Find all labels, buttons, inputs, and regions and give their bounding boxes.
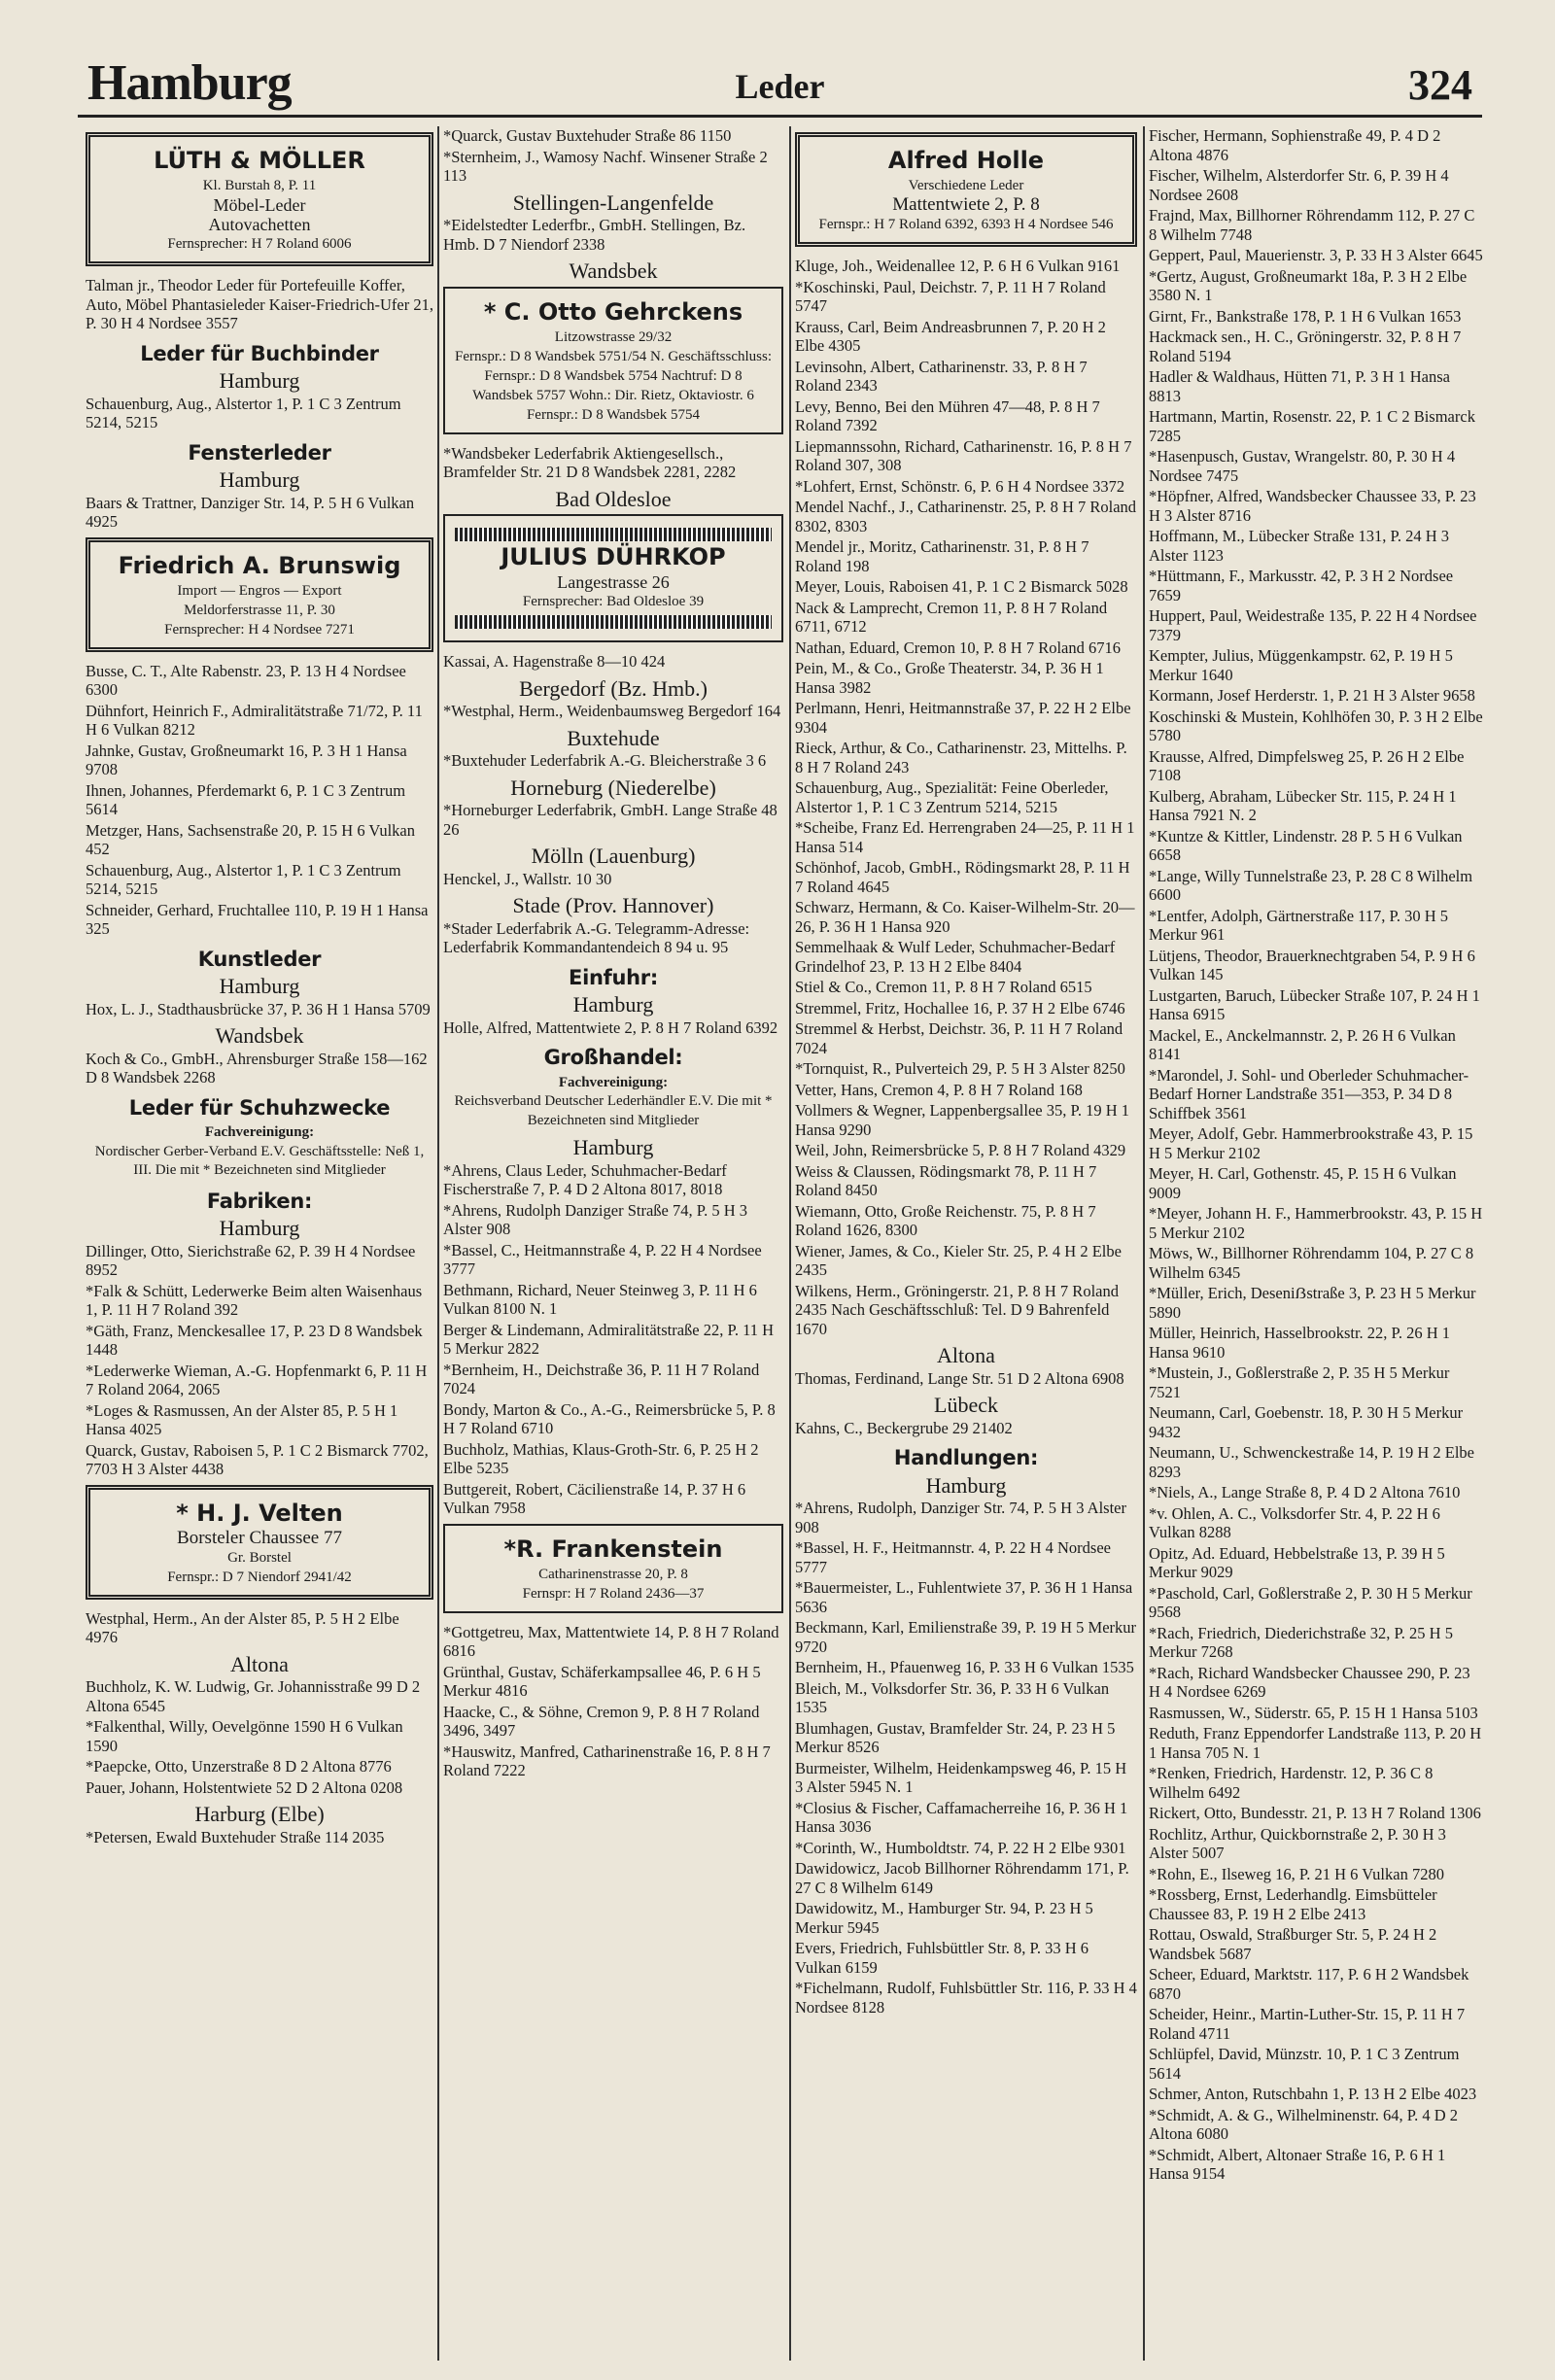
entry: *Ahrens, Rudolph Danziger Straße 74, P. 5 H 3 Alster 908	[443, 1200, 748, 1238]
ad-title: *R. Frankenstein	[503, 1535, 723, 1563]
entry: Meyer, H. Carl, Gothenstr. 45, P. 15 H 6 Vulkan 9009	[1149, 1164, 1457, 1202]
entry: Semmelhaak & Wulf Leder, Schuhmacher-Bedarf Grindelhof 23, P. 13 H 2 Elbe 8404	[795, 938, 1116, 976]
column-rule	[437, 126, 439, 2361]
entry: *Scheibe, Franz Ed. Herrengraben 24—25, P. 11 H 1 Hansa 514	[795, 818, 1135, 856]
ad-title: * C. Otto Gehrckens	[483, 297, 743, 326]
entry: Kluge, Joh., Weidenallee 12, P. 6 H 6 Vulkan 9161	[795, 257, 1121, 275]
entry: Meyer, Louis, Raboisen 41, P. 1 C 2 Bismarck 5028	[795, 577, 1128, 596]
entry: *Hauswitz, Manfred, Catharinenstraße 16, P. 8 H 7 Roland 7222	[443, 1742, 771, 1779]
entry: Stremmel & Herbst, Deichstr. 36, P. 11 H 7 Roland 7024	[795, 1019, 1123, 1057]
entry: *Quarck, Gustav Buxtehuder Straße 86 1150	[443, 126, 732, 145]
entry: *Westphal, Herm., Weidenbaumsweg Bergedorf 164	[443, 702, 781, 720]
ad-gehrckens	[443, 287, 783, 434]
entry: Weiss & Claussen, Rödingsmarkt 78, P. 11 H 7 Roland 8450	[795, 1161, 1097, 1199]
ad-title: Alfred Holle	[887, 147, 1045, 174]
entry: Haacke, C., & Söhne, Cremon 9, P. 8 H 7 Roland 3496, 3497	[443, 1702, 760, 1740]
fachvereinigung-label: Fachvereinigung:	[204, 1124, 315, 1140]
city-heading: Hamburg	[219, 1216, 300, 1240]
entry: Weil, John, Reimersbrücke 5, P. 8 H 7 Roland 4329	[795, 1141, 1126, 1159]
entry: Evers, Friedrich, Fuhlsbüttler Str. 8, P. 33 H 6 Vulkan 6159	[795, 1939, 1089, 1977]
entry: *Lohfert, Ernst, Schönstr. 6, P. 6 H 4 Nordsee 3372	[795, 476, 1125, 496]
entry: Schlüpfel, David, Münzstr. 10, P. 1 C 3 Zentrum 5614	[1149, 2045, 1460, 2083]
entry: Meyer, Adolf, Gebr. Hammerbrookstraße 43, P. 15 H 5 Merkur 2102	[1149, 1124, 1473, 1162]
ad-duhrkop	[443, 514, 783, 642]
entry: Dühnfort, Heinrich F., Admiralitätstraße 71/72, P. 11 H 6 Vulkan 8212	[86, 701, 423, 739]
entry: Scheider, Heinr., Martin-Luther-Str. 15, P. 11 H 7 Roland 4711	[1149, 2005, 1466, 2043]
entry: Huppert, Paul, Weidestraße 135, P. 22 H 4 Nordsee 7379	[1149, 606, 1477, 644]
city-heading: Altona	[937, 1343, 995, 1367]
entry: Bethmann, Richard, Neuer Steinweg 3, P. 11 H 6 Vulkan 8100 N. 1	[443, 1280, 757, 1318]
entry: Müller, Heinrich, Hasselbrookstr. 22, P. 26 H 1 Hansa 9610	[1149, 1324, 1451, 1362]
city-heading: Hamburg	[219, 368, 300, 393]
city-heading: Harburg (Elbe)	[194, 1802, 325, 1826]
entry: *Rach, Richard Wandsbecker Chaussee 290, P. 23 H 4 Nordsee 6269	[1149, 1663, 1470, 1701]
entry: Koch & Co., GmbH., Ahrensburger Straße 158—162 D 8 Wandsbek 2268	[86, 1049, 428, 1087]
header-section: Leder	[735, 67, 825, 106]
entry: Schönhof, Jacob, GmbH., Rödingsmarkt 28, P. 11 H 7 Roland 4645	[795, 858, 1130, 896]
entry: Vetter, Hans, Cremon 4, P. 8 H 7 Roland 168	[795, 1080, 1083, 1099]
entry: Schneider, Gerhard, Fruchtallee 110, P. 19 H 1 Hansa 325	[86, 900, 429, 938]
entry: Fischer, Hermann, Sophienstraße 49, P. 4 D 2 Altona 4876	[1149, 126, 1441, 164]
section-heading: Einfuhr:	[569, 965, 658, 989]
entry: Neumann, Carl, Goebenstr. 18, P. 30 H 5 Merkur 9432	[1149, 1403, 1464, 1441]
entry: Schmer, Anton, Rutschbahn 1, P. 13 H 2 Elbe 4023	[1149, 2085, 1477, 2103]
entry: *Mustein, J., Goßlerstraße 2, P. 35 H 5 Merkur 7521	[1149, 1363, 1450, 1401]
entry: *Schmidt, Albert, Altonaer Straße 16, P. 6 H 1 Hansa 9154	[1149, 2145, 1446, 2183]
entry: Dawidowitz, M., Hamburger Str. 94, P. 23 H 5 Merkur 5945	[795, 1899, 1093, 1937]
ad-line: Fernspr.: D 8 Wandsbek 5751/54 N. Geschäftsschluss: Fernspr.: D 8 Wandsbek 5754 Nachtruf: D 8 Wandsbek 5757 Wohn.: Dir. Rietz, Oktaviostr. 6 Fernspr.: D 8 Wandsbek 5754	[455, 348, 772, 423]
entry: *Ahrens, Claus Leder, Schuhmacher-Bedarf Fischerstraße 7, P. 4 D 2 Altona 8017, 8018	[443, 1160, 727, 1198]
ad-line: Meldorferstrasse 11, P. 30	[184, 602, 335, 618]
entry: Thomas, Ferdinand, Lange Str. 51 D 2 Altona 6908	[795, 1368, 1124, 1388]
entry: *Lederwerke Wieman, A.-G. Hopfenmarkt 6, P. 11 H 7 Roland 2064, 2065	[86, 1361, 428, 1398]
city-heading: Hamburg	[219, 467, 300, 492]
ad-line: Borsteler Chaussee 77	[177, 1527, 342, 1548]
entry: Kempter, Julius, Müggenkampstr. 62, P. 19 H 5 Merkur 1640	[1149, 646, 1453, 684]
ad-brunswig	[86, 537, 433, 652]
entry: Dillinger, Otto, Sierichstraße 62, P. 39 H 4 Nordsee 8952	[86, 1241, 416, 1279]
city-heading: Bad Oldesloe	[555, 486, 672, 511]
entry: Pein, M., & Co., Große Theaterstr. 34, P. 36 H 1 Hansa 3982	[795, 659, 1104, 697]
city-heading: Wandsbek	[215, 1023, 304, 1048]
column-4	[1149, 126, 1484, 2370]
entry: Bondy, Marton & Co., A.-G., Reimersbrücke 5, P. 8 H 7 Roland 6710	[443, 1399, 776, 1437]
section-heading: Handlungen:	[893, 1446, 1039, 1469]
entry: *Buxtehuder Lederfabrik A.-G. Bleicherstraße 3 6	[443, 751, 767, 770]
city-heading: Hamburg	[925, 1472, 1007, 1498]
ad-border-pattern	[455, 528, 772, 541]
entry: Hackmack sen., H. C., Gröningerstr. 32, P. 8 H 7 Roland 5194	[1149, 328, 1462, 365]
ad-line: Mattentwiete 2, P. 8	[892, 194, 1040, 215]
fachvereinigung-label: Fachvereinigung:	[558, 1074, 669, 1090]
entry: *Renken, Friedrich, Hardenstr. 12, P. 36 C 8 Wilhelm 6492	[1149, 1764, 1434, 1802]
entry: *Closius & Fischer, Caffamacherreihe 16, P. 36 H 1 Hansa 3036	[795, 1798, 1128, 1836]
entry: Krausse, Alfred, Dimpfelsweg 25, P. 26 H 2 Elbe 7108	[1149, 746, 1465, 784]
entry: Rottau, Oswald, Straßburger Str. 5, P. 24 H 2 Wandsbek 5687	[1149, 1925, 1437, 1963]
entry: *Gäth, Franz, Menckesallee 17, P. 23 D 8 Wandsbek 1448	[86, 1321, 423, 1359]
entry: Grünthal, Gustav, Schäferkampsallee 46, P. 6 H 5 Merkur 4816	[443, 1662, 761, 1700]
entry: Wiener, James, & Co., Kieler Str. 25, P. 4 H 2 Elbe 2435	[795, 1241, 1122, 1279]
entry: Hartmann, Martin, Rosenstr. 22, P. 1 C 2 Bismarck 7285	[1149, 407, 1475, 445]
entry: *Bassel, H. F., Heitmannstr. 4, P. 22 H 4 Nordsee 5777	[795, 1538, 1111, 1576]
entry: Quarck, Gustav, Raboisen 5, P. 1 C 2 Bismarck 7702, 7703 H 3 Alster 4438	[86, 1440, 429, 1478]
entry: Opitz, Ad. Eduard, Hebbelstraße 13, P. 39 H 5 Merkur 9029	[1149, 1543, 1445, 1581]
entry: Lustgarten, Baruch, Lübecker Straße 107, P. 24 H 1 Hansa 6915	[1149, 985, 1480, 1023]
entry: Fischer, Wilhelm, Alsterdorfer Str. 6, P. 39 H 4 Nordsee 2608	[1149, 166, 1449, 204]
entry: Kormann, Josef Herderstr. 1, P. 21 H 3 Alster 9658	[1149, 686, 1475, 705]
entry: *Paepcke, Otto, Unzerstraße 8 D 2 Altona 8776	[86, 1757, 392, 1776]
entry: Nack & Lamprecht, Cremon 11, P. 8 H 7 Roland 6711, 6712	[795, 598, 1108, 636]
city-heading: Bergedorf (Bz. Hmb.)	[519, 675, 708, 701]
entry: Mackel, E., Anckelmannstr. 2, P. 26 H 6 Vulkan 8141	[1149, 1025, 1456, 1063]
entry: *Hasenpusch, Gustav, Wrangelstr. 80, P. 30 H 4 Nordsee 7475	[1149, 447, 1456, 485]
entry: Metzger, Hans, Sachsenstraße 20, P. 15 H 6 Vulkan 452	[86, 820, 415, 858]
city-heading: Buxtehude	[567, 725, 660, 750]
entry: Levinsohn, Albert, Catharinenstr. 33, P. 8 H 7 Roland 2343	[795, 357, 1088, 395]
ad-title: Friedrich A. Brunswig	[118, 551, 401, 579]
entry: Baars & Trattner, Danziger Str. 14, P. 5 H 6 Vulkan 4925	[86, 493, 415, 531]
entry: Westphal, Herm., An der Alster 85, P. 5 H 2 Elbe 4976	[86, 1608, 399, 1646]
entry: Rickert, Otto, Bundesstr. 21, P. 13 H 7 Roland 1306	[1149, 1804, 1481, 1822]
entry: *Falkenthal, Willy, Oevelgönne 1590 H 6 Vulkan 1590	[86, 1717, 403, 1755]
entry: Bleich, M., Volksdorfer Str. 36, P. 33 H 6 Vulkan 1535	[795, 1678, 1110, 1716]
entry: *Lentfer, Adolph, Gärtnerstraße 117, P. 30 H 5 Merkur 961	[1149, 906, 1449, 944]
header-city: Hamburg	[87, 55, 292, 111]
entry: Neumann, U., Schwenckestraße 14, P. 19 H 2 Elbe 8293	[1149, 1443, 1474, 1481]
entry: Rieck, Arthur, & Co., Catharinenstr. 23, Mittelhs. P. 8 H 7 Roland 243	[795, 739, 1127, 776]
entry: Buttgereit, Robert, Cäcilienstraße 14, P. 37 H 6 Vulkan 7958	[443, 1479, 746, 1517]
ad-luth-moeller	[86, 132, 433, 266]
entry: Kahns, C., Beckergrube 29 21402	[795, 1418, 1013, 1437]
entry: Kassai, A. Hagenstraße 8—10 424	[443, 652, 666, 671]
entry: Holle, Alfred, Mattentwiete 2, P. 8 H 7 Roland 6392	[443, 1018, 778, 1037]
entry: Buchholz, K. W. Ludwig, Gr. Johannisstraße 99 D 2 Altona 6545	[86, 1677, 421, 1715]
entry: *Stader Lederfabrik A.-G. Telegramm-Adresse: Lederfabrik Kommandantendeich 8 94 u. 95	[443, 918, 750, 956]
entry: Geppert, Paul, Mauerienstr. 3, P. 33 H 3 Alster 6645	[1149, 246, 1483, 264]
entry: Scheer, Eduard, Marktstr. 117, P. 6 H 2 Wandsbek 6870	[1149, 1965, 1469, 2003]
entry: *Fichelmann, Rudolf, Fuhlsbüttler Str. 116, P. 33 H 4 Nordsee 8128	[795, 1979, 1137, 2017]
entry: *Koschinski, Paul, Deichstr. 7, P. 11 H 7 Roland 5747	[795, 277, 1106, 315]
ad-line: Import — Engros — Export	[177, 582, 342, 599]
entry: Rasmussen, W., Süderstr. 65, P. 15 H 1 Hansa 5103	[1149, 1703, 1478, 1722]
entry: Liepmannssohn, Richard, Catharinenstr. 16, P. 8 H 7 Roland 307, 308	[795, 436, 1132, 474]
column-1	[86, 126, 433, 2370]
entry: Henckel, J., Wallstr. 10 30	[443, 869, 612, 888]
entry: *Falk & Schütt, Lederwerke Beim alten Waisenhaus 1, P. 11 H 7 Roland 392	[86, 1281, 423, 1319]
entry: *Paschold, Carl, Goßlerstraße 2, P. 30 H 5 Merkur 9568	[1149, 1583, 1472, 1621]
entry: Buchholz, Mathias, Klaus-Groth-Str. 6, P. 25 H 2 Elbe 5235	[443, 1439, 759, 1477]
entry: Burmeister, Wilhelm, Heidenkampsweg 46, P. 15 H 3 Alster 5945 N. 1	[795, 1758, 1127, 1796]
entry-list	[795, 1499, 1137, 2017]
ad-phone: Fernspr.: D 7 Niendorf 2941/42	[167, 1569, 352, 1585]
entry: *Rossberg, Ernst, Lederhandlg. Eimsbütteler Chaussee 83, P. 19 H 2 Elbe 2413	[1149, 1885, 1437, 1923]
ad-title: JULIUS DÜHRKOP	[501, 543, 726, 570]
entry: Reduth, Franz Eppendorfer Landstraße 113, P. 20 H 1 Hansa 705 N. 1	[1149, 1724, 1482, 1762]
city-heading: Hamburg	[219, 974, 300, 998]
ad-border-pattern	[455, 615, 772, 629]
city-heading: Horneburg (Niederelbe)	[510, 775, 716, 800]
entry: Kulberg, Abraham, Lübecker Str. 115, P. 24 H 1 Hansa 7921 N. 2	[1149, 786, 1457, 824]
ad-line: Gr. Borstel	[227, 1549, 292, 1566]
entry-list	[795, 257, 1137, 1338]
entry: Berger & Lindemann, Admiralitätstraße 22, P. 11 H 5 Merkur 2822	[443, 1320, 775, 1358]
entry: Vollmers & Wegner, Lappenbergsallee 35, P. 19 H 1 Hansa 9290	[795, 1101, 1129, 1139]
entry: *Gertz, August, Großneumarkt 18a, P. 3 H 2 Elbe 3580 N. 1	[1149, 266, 1468, 304]
entry: Girnt, Fr., Bankstraße 178, P. 1 H 6 Vulkan 1653	[1149, 306, 1462, 326]
entry: *Ahrens, Rudolph, Danziger Str. 74, P. 5 H 3 Alster 908	[795, 1499, 1126, 1536]
section-heading: Leder für Schuhzwecke	[128, 1095, 391, 1120]
section-heading: Fensterleder	[188, 440, 331, 465]
column-2	[443, 126, 783, 2370]
entry: Schwarz, Hermann, & Co. Kaiser-Wilhelm-Str. 20—26, P. 36 H 1 Hansa 920	[795, 898, 1135, 936]
entry: *Corinth, W., Humboldtstr. 74, P. 22 H 2 Elbe 9301	[795, 1838, 1126, 1857]
entry: Perlmann, Henri, Heitmannstraße 37, P. 22 H 2 Elbe 9304	[795, 699, 1131, 737]
section-heading: Fabriken:	[206, 1189, 313, 1213]
entry: *Schmidt, A. & G., Wilhelminenstr. 64, P. 4 D 2 Altona 6080	[1149, 2105, 1459, 2143]
ad-line: Autovachetten	[208, 215, 311, 234]
entry-list	[1149, 126, 1484, 2184]
entry: Levy, Benno, Bei den Mühren 47—48, P. 8 H 7 Roland 7392	[795, 397, 1100, 434]
section-heading: Leder für Buchbinder	[140, 341, 379, 365]
entry: *Hüttmann, F., Markusstr. 42, P. 3 H 2 Nordsee 7659	[1149, 567, 1454, 604]
ad-line: Litzowstrasse 29/32	[554, 328, 673, 345]
ad-line: Langestrasse 26	[557, 572, 670, 592]
ad-line: Möbel-Leder	[213, 195, 306, 215]
entry: Mendel jr., Moritz, Catharinenstr. 31, P. 8 H 7 Roland 198	[795, 537, 1089, 575]
entry: Dawidowicz, Jacob Billhorner Röhrendamm 171, P. 27 C 8 Wilhelm 6149	[795, 1859, 1129, 1897]
entry: Lütjens, Theodor, Brauerknechtgraben 54, P. 9 H 6 Vulkan 145	[1149, 946, 1475, 983]
city-heading: Mölln (Lauenburg)	[531, 844, 696, 868]
entry: *Meyer, Johann H. F., Hammerbrookstr. 43, P. 15 H 5 Merkur 2102	[1149, 1204, 1483, 1242]
fachvereinigung-text: Nordischer Gerber-Verband E.V. Geschäftsstelle: Neß 1, III. Die mit * Bezeichneten sind Mitglieder	[94, 1143, 425, 1178]
ad-title: * H. J. Velten	[176, 1499, 343, 1527]
ad-phone: Fernsprecher: Bad Oldesloe 39	[522, 594, 705, 609]
section-heading: Großhandel:	[543, 1046, 683, 1069]
ad-line: Catharinenstrasse 20, P. 8	[538, 1566, 688, 1582]
entry: *Bassel, C., Heitmannstraße 4, P. 22 H 4 Nordsee 3777	[443, 1240, 762, 1278]
entry: *Bauermeister, L., Fuhlentwiete 37, P. 36 H 1 Hansa 5636	[795, 1578, 1133, 1616]
entry: *Gottgetreu, Max, Mattentwiete 14, P. 8 H 7 Roland 6816	[443, 1622, 779, 1660]
section-heading: Kunstleder	[197, 947, 322, 971]
ad-line: Verschiedene Leder	[908, 178, 1024, 193]
entry: *Höpfner, Alfred, Wandsbecker Chaussee 33, P. 23 H 3 Alster 8716	[1149, 487, 1476, 525]
entry: Hadler & Waldhaus, Hütten 71, P. 3 H 1 Hansa 8813	[1149, 367, 1450, 405]
entry: Hox, L. J., Stadthausbrücke 37, P. 36 H 1 Hansa 5709	[86, 999, 431, 1018]
entry: Mendel Nachf., J., Catharinenstr. 25, P. 8 H 7 Roland 8302, 8303	[795, 498, 1137, 535]
entry: *Rach, Friedrich, Diederichstraße 32, P. 25 H 5 Merkur 7268	[1149, 1623, 1453, 1661]
entry: Wilkens, Herm., Gröningerstr. 21, P. 8 H 7 Roland 2435 Nach Geschäftsschluß: Tel. D 9 Bahrenfeld 1670	[795, 1281, 1119, 1338]
city-heading: Stade (Prov. Hannover)	[512, 893, 714, 917]
entry: *Bernheim, H., Deichstraße 36, P. 11 H 7 Roland 7024	[443, 1360, 760, 1397]
ad-line: Kl. Burstah 8, P. 11	[202, 178, 317, 193]
city-heading: Lübeck	[934, 1393, 998, 1417]
entry: *Eidelstedter Lederfbr., GmbH. Stellingen, Bz. Hmb. D 7 Niendorf 2338	[443, 216, 746, 254]
entry: Stiel & Co., Cremon 11, P. 8 H 7 Roland 6515	[795, 978, 1092, 996]
entry: *Lange, Willy Tunnelstraße 23, P. 28 C 8 Wilhelm 6600	[1149, 866, 1473, 904]
page-number: 324	[1408, 61, 1472, 109]
column-3	[795, 126, 1137, 2370]
entry: Frajnd, Max, Billhorner Röhrendamm 112, P. 27 C 8 Wilhelm 7748	[1149, 206, 1475, 244]
entry: Wiemann, Otto, Große Reichenstr. 75, P. 8 H 7 Roland 1626, 8300	[795, 1201, 1096, 1239]
fachvereinigung-text: Reichsverband Deutscher Lederhändler E.V. Die mit * Bezeichneten sind Mitglieder	[454, 1093, 773, 1128]
entry: *v. Ohlen, A. C., Volksdorfer Str. 4, P. 22 H 6 Vulkan 8288	[1149, 1503, 1440, 1541]
page-header	[78, 39, 1482, 118]
entry: *Niels, A., Lange Straße 8, P. 4 D 2 Altona 7610	[1149, 1483, 1461, 1501]
city-heading: Stellingen-Langenfelde	[512, 190, 714, 215]
entry: Nathan, Eduard, Cremon 10, P. 8 H 7 Roland 6716	[795, 638, 1122, 657]
entry: *Petersen, Ewald Buxtehuder Straße 114 2035	[86, 1827, 385, 1846]
ad-holle	[795, 132, 1137, 247]
entry: Rochlitz, Arthur, Quickbornstraße 2, P. 30 H 3 Alster 5007	[1149, 1824, 1446, 1862]
entry: Blumhagen, Gustav, Bramfelder Str. 24, P. 23 H 5 Merkur 8526	[795, 1718, 1116, 1756]
entry: Talman jr., Theodor Leder für Portefeuille Koffer, Auto, Möbel Phantasieleder Kaiser-Friedrich-Ufer 21, P. 30 H 4 Nordsee 3557	[86, 276, 433, 332]
city-heading: Altona	[230, 1651, 289, 1676]
entry: *Müller, Erich, Deseniẞstraße 3, P. 23 H 5 Merkur 5890	[1149, 1284, 1476, 1322]
ad-phone: Fernsprecher: H 7 Roland 6006	[167, 236, 352, 252]
column-rule	[1143, 126, 1145, 2361]
entry: Stremmel, Fritz, Hochallee 16, P. 37 H 2 Elbe 6746	[795, 998, 1125, 1018]
ad-phone: Fernspr: H 7 Roland 2436—37	[522, 1585, 705, 1602]
entry: *Horneburger Lederfabrik, GmbH. Lange Straße 48 26	[443, 801, 778, 839]
city-heading: Wandsbek	[569, 259, 658, 283]
city-heading: Hamburg	[572, 992, 654, 1017]
ad-frankenstein	[443, 1524, 783, 1613]
city-heading: Hamburg	[572, 1135, 654, 1159]
entry: *Sternheim, J., Wamosy Nachf. Winsener Straße 2 113	[443, 147, 768, 185]
ad-phone: Fernspr.: H 7 Roland 6392, 6393 H 4 Nordsee 546	[818, 217, 1114, 232]
ad-phone: Fernsprecher: H 4 Nordsee 7271	[164, 621, 355, 638]
entry: Schauenburg, Aug., Alstertor 1, P. 1 C 3 Zentrum 5214, 5215	[86, 394, 401, 431]
entry: Koschinski & Mustein, Kohlhöfen 30, P. 3 H 2 Elbe 5780	[1149, 707, 1483, 744]
entry: Schauenburg, Aug., Spezialität: Feine Oberleder, Alstertor 1, P. 1 C 3 Zentrum 5214, 5215	[795, 778, 1109, 816]
entry: *Kuntze & Kittler, Lindenstr. 28 P. 5 H 6 Vulkan 6658	[1149, 826, 1463, 864]
entry: Möws, W., Billhorner Röhrendamm 104, P. 27 C 8 Wilhelm 6345	[1149, 1244, 1474, 1282]
entry: Busse, C. T., Alte Rabenstr. 23, P. 13 H 4 Nordsee 6300	[86, 661, 406, 699]
entry: *Wandsbeker Lederfabrik Aktiengesellsch., Bramfelder Str. 21 D 8 Wandsbek 2281, 2282	[443, 443, 737, 481]
ad-title: LÜTH & MÖLLER	[154, 147, 365, 174]
entry: *Rohn, E., Ilseweg 16, P. 21 H 6 Vulkan 7280	[1149, 1864, 1444, 1883]
entry: Pauer, Johann, Holstentwiete 52 D 2 Altona 0208	[86, 1777, 403, 1797]
entry: *Marondel, J. Sohl- und Oberleder Schuhmacher-Bedarf Horner Landstraße 351—353, P. 34 D 8 Schiffbek 3561	[1149, 1065, 1469, 1122]
entry: Hoffmann, M., Lübecker Straße 131, P. 24 H 3 Alster 1123	[1149, 527, 1450, 565]
entry: Jahnke, Gustav, Großneumarkt 16, P. 3 H 1 Hansa 9708	[86, 741, 407, 778]
column-rule	[789, 126, 791, 2361]
entry: Bernheim, H., Pfauenweg 16, P. 33 H 6 Vulkan 1535	[795, 1658, 1134, 1676]
entry: Krauss, Carl, Beim Andreasbrunnen 7, P. 20 H 2 Elbe 4305	[795, 317, 1106, 355]
ad-velten	[86, 1485, 433, 1600]
entry: Ihnen, Johannes, Pferdemarkt 6, P. 1 C 3 Zentrum 5614	[86, 780, 406, 818]
entry: *Loges & Rasmussen, An der Alster 85, P. 5 H 1 Hansa 4025	[86, 1400, 398, 1438]
entry: Beckmann, Karl, Emilienstraße 39, P. 19 H 5 Merkur 9720	[795, 1618, 1137, 1656]
entry: *Tornquist, R., Pulverteich 29, P. 5 H 3 Alster 8250	[795, 1059, 1125, 1078]
entry: Schauenburg, Aug., Alstertor 1, P. 1 C 3 Zentrum 5214, 5215	[86, 860, 401, 898]
